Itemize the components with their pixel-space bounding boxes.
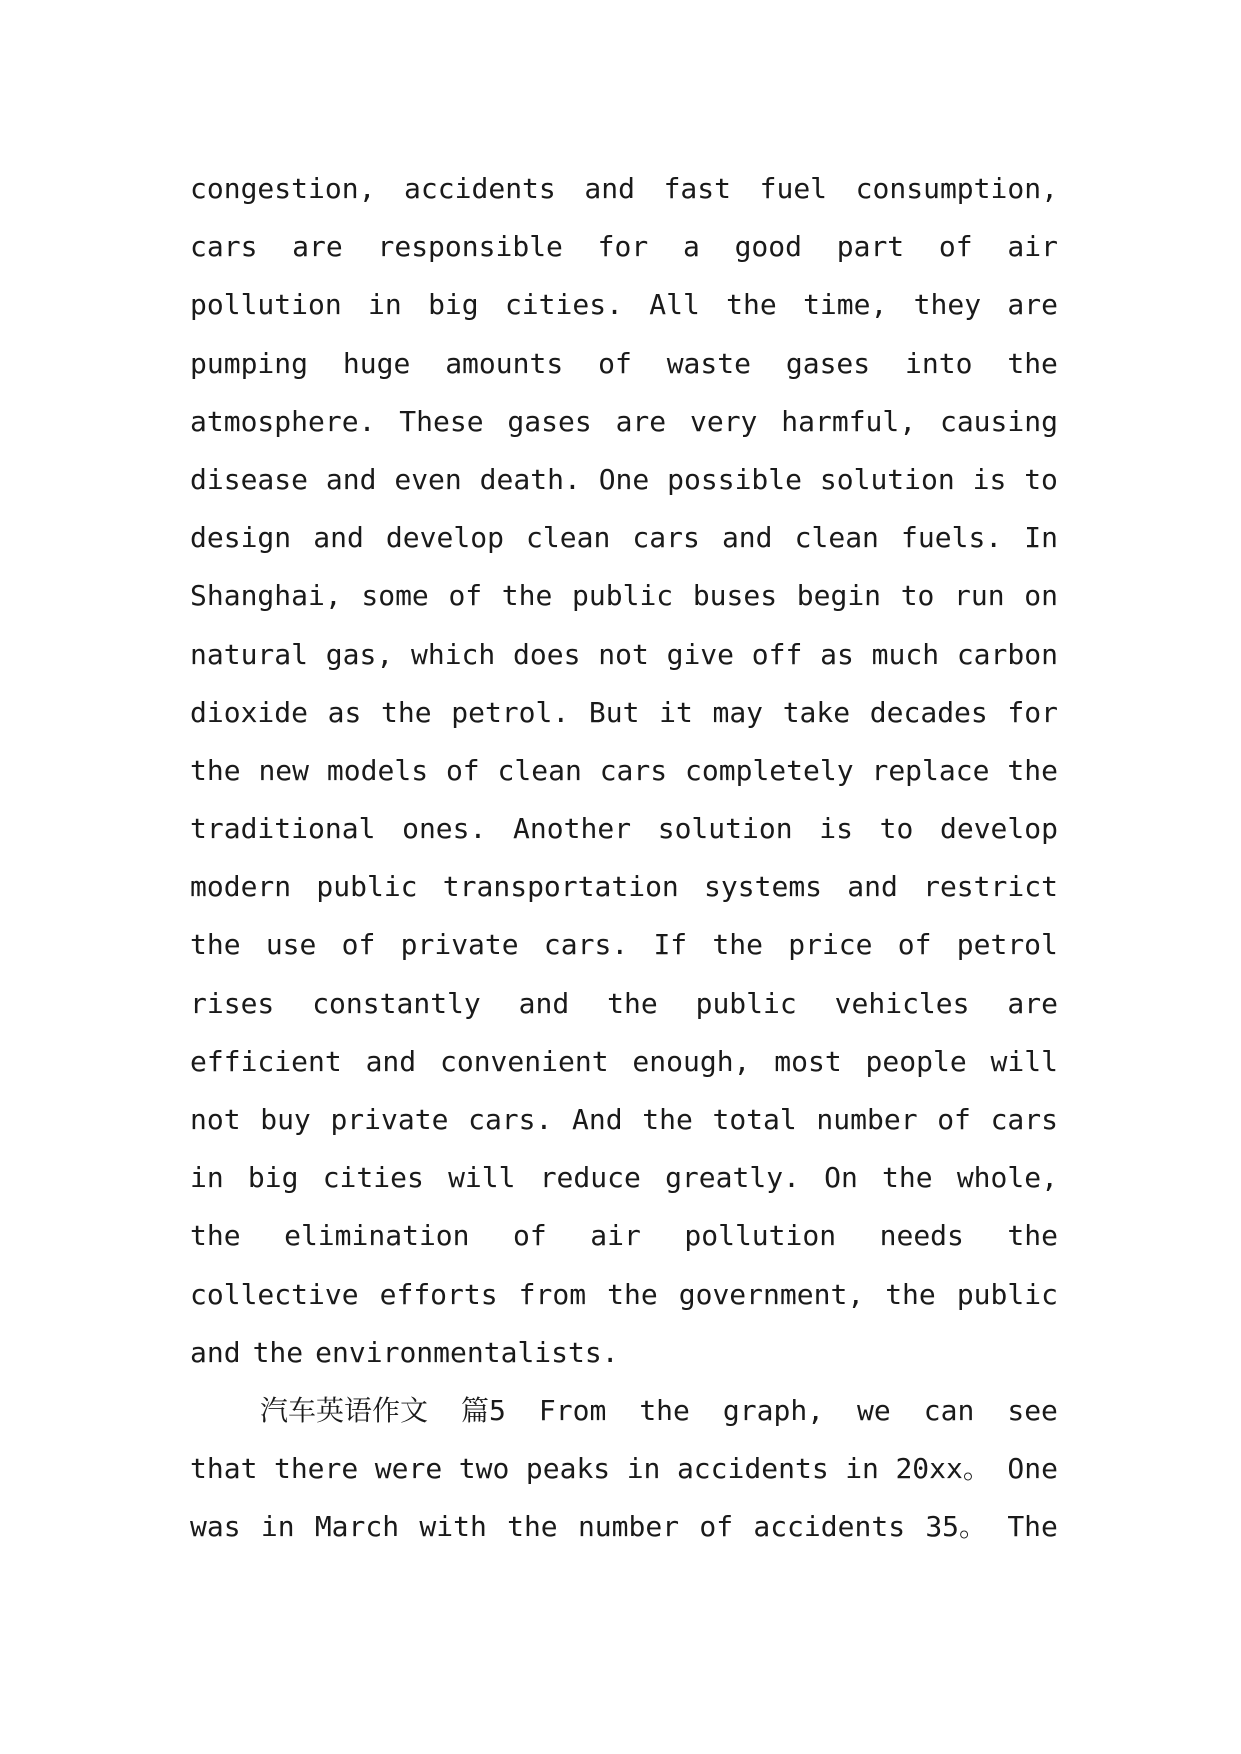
text-line (190, 1207, 1058, 1265)
word: cars (632, 521, 700, 555)
word: public (695, 986, 797, 1020)
word: If (653, 928, 688, 962)
word: the (882, 1161, 933, 1195)
word: the (1007, 753, 1058, 787)
word: and (325, 462, 377, 496)
word: huge (342, 346, 411, 380)
word: All (649, 288, 700, 322)
word: buy (260, 1103, 311, 1136)
word: big (428, 288, 479, 322)
word: The (1007, 1510, 1058, 1544)
word: in (368, 288, 402, 322)
word: the (639, 1393, 690, 1427)
word: amounts (445, 346, 564, 380)
word: there (273, 1452, 359, 1486)
word: petrol (956, 928, 1058, 962)
word: environmentalists. (315, 1335, 619, 1369)
word: efforts (379, 1277, 498, 1311)
word: rises (190, 986, 275, 1020)
word: 汽车英语作文 (260, 1393, 429, 1427)
word: in (190, 1161, 224, 1195)
word: it (659, 695, 693, 729)
word: systems (704, 870, 823, 904)
word: the (1007, 346, 1058, 380)
word: congestion, (190, 172, 376, 205)
word: develop (939, 812, 1058, 846)
word: to (900, 579, 935, 613)
word: on (1024, 579, 1058, 613)
word: natural (190, 637, 309, 671)
word: the (190, 928, 241, 962)
word: even (394, 462, 462, 496)
word: government, (678, 1277, 865, 1311)
word: much (871, 637, 940, 671)
word: not (598, 637, 649, 671)
word: in (845, 1452, 879, 1486)
word: we (857, 1393, 891, 1427)
word: are (615, 404, 667, 438)
word: cars. (468, 1103, 553, 1136)
text-line (190, 509, 1058, 567)
word: clean (526, 521, 611, 555)
word: and (313, 521, 364, 555)
text-line (190, 916, 1058, 974)
word: public (572, 579, 674, 613)
word: two (458, 1452, 510, 1486)
word: 35。 (925, 1510, 988, 1544)
word: is (819, 812, 853, 846)
word: the (607, 986, 658, 1020)
text-line (190, 218, 1058, 276)
word: the (885, 1277, 936, 1311)
word: to (879, 812, 914, 846)
word: cities. (504, 288, 623, 322)
word: restrict (923, 870, 1058, 904)
word: of (448, 579, 483, 613)
text-line (190, 800, 1058, 858)
word: for (1007, 695, 1058, 729)
word: One (598, 462, 650, 496)
word: part (836, 230, 905, 264)
word: accidents (676, 1452, 829, 1486)
word: On (824, 1161, 858, 1195)
text-line (190, 742, 1058, 800)
word: private (400, 928, 519, 962)
word: clean (497, 753, 582, 787)
text-line (190, 1498, 1058, 1556)
word: see (1007, 1393, 1058, 1427)
word: cars (599, 753, 668, 787)
word: of (341, 928, 376, 962)
word: replace (871, 753, 990, 787)
word: number (577, 1510, 680, 1544)
word: of (445, 753, 480, 787)
word: clean (794, 521, 879, 555)
word: from (518, 1277, 587, 1311)
word: for (597, 230, 649, 264)
word: cars. (543, 928, 629, 962)
word: carbon (956, 637, 1058, 671)
text-line (190, 858, 1058, 916)
word: fuels. (901, 521, 1003, 555)
word: In (1024, 521, 1058, 555)
body-text (190, 160, 1058, 1557)
word: gas, (325, 637, 394, 671)
word: whole, (956, 1161, 1058, 1195)
word: But (588, 695, 640, 729)
word: disease (190, 462, 309, 496)
word: gases (507, 404, 592, 438)
word: 20xx。 (895, 1452, 991, 1486)
word: 篇5 (461, 1393, 506, 1427)
word: death. (479, 462, 581, 496)
text-line (190, 567, 1058, 625)
word: of (937, 1103, 971, 1136)
text-line (190, 1324, 1058, 1382)
word: constantly (312, 986, 481, 1020)
word: as (327, 695, 362, 729)
word: new (258, 753, 310, 787)
word: they (913, 288, 982, 322)
word: were (374, 1452, 443, 1486)
word: vehicles (834, 986, 970, 1020)
text-line (190, 1382, 1058, 1440)
word: decades (869, 695, 988, 729)
word: the (712, 928, 763, 962)
word: are (1007, 986, 1058, 1020)
text-line (190, 1266, 1058, 1324)
word: Another (513, 812, 632, 846)
text-line (190, 335, 1058, 393)
word: is (972, 462, 1007, 496)
word: cars (990, 1103, 1058, 1136)
word: very (689, 404, 758, 438)
word: fuel (759, 172, 828, 205)
word: March (314, 1510, 400, 1544)
word: a (682, 230, 700, 264)
text-line (190, 160, 1058, 218)
word: does (513, 637, 581, 671)
word: solution (657, 812, 793, 846)
text-line (190, 1440, 1058, 1498)
word: responsible (377, 230, 563, 264)
word: which (410, 637, 496, 671)
word: big (247, 1161, 299, 1195)
word: develop (385, 521, 504, 555)
word: modern (190, 870, 292, 904)
text-line (190, 1033, 1058, 1091)
word: pollution (190, 288, 342, 322)
word: completely (685, 753, 854, 787)
word: enough, (632, 1044, 751, 1078)
word: public (956, 1277, 1058, 1311)
word: traditional (190, 812, 376, 846)
word: into (905, 346, 973, 380)
text-line (190, 1149, 1058, 1207)
word: price (788, 928, 873, 962)
word: From (538, 1393, 607, 1427)
word: the (607, 1277, 658, 1311)
word: use (265, 928, 317, 962)
word: begin (796, 579, 882, 613)
word: models (326, 753, 429, 787)
word: And (572, 1103, 623, 1136)
word: the (190, 753, 241, 787)
word: was (190, 1510, 241, 1544)
word: are (1007, 288, 1058, 322)
word: consumption, (855, 172, 1058, 205)
text-line (190, 975, 1058, 1033)
text-line (190, 1091, 1058, 1149)
text-line (190, 626, 1058, 684)
word: One (1007, 1452, 1058, 1486)
word: accidents (404, 172, 556, 205)
word: of (938, 230, 973, 264)
word: graph, (722, 1393, 825, 1427)
word: needs (879, 1219, 964, 1253)
word: These (399, 404, 484, 438)
word: petrol. (451, 695, 570, 729)
word: to (1024, 462, 1058, 496)
word: gases (785, 346, 871, 380)
word: cars (190, 230, 258, 264)
word: number (816, 1103, 918, 1136)
word: the (381, 695, 432, 729)
word: dioxide (190, 695, 309, 729)
word: convenient (439, 1044, 609, 1078)
text-line (190, 684, 1058, 742)
word: pollution (684, 1219, 837, 1253)
word: peaks (525, 1452, 611, 1486)
word: possible (667, 462, 802, 496)
word: take (782, 695, 851, 729)
word: as (820, 637, 854, 671)
word: collective (190, 1277, 359, 1311)
word: private (330, 1103, 449, 1136)
word: the (190, 1219, 241, 1253)
word: the (642, 1103, 693, 1136)
word: that (190, 1452, 258, 1486)
word: solution (819, 462, 955, 496)
word: off (751, 637, 803, 671)
word: most (774, 1044, 842, 1078)
word: the (1007, 1219, 1058, 1253)
word: and (190, 1335, 241, 1369)
word: can (923, 1393, 975, 1427)
word: with (419, 1510, 487, 1544)
word: the (252, 1335, 304, 1369)
word: pumping (190, 346, 309, 380)
word: may (712, 695, 764, 729)
word: ones. (402, 812, 487, 846)
word: fast (663, 172, 731, 205)
word: some (361, 579, 429, 613)
word: atmosphere. (190, 404, 376, 438)
word: causing (939, 404, 1058, 438)
word: reduce (539, 1161, 641, 1195)
word: in (626, 1452, 661, 1486)
word: people (865, 1044, 967, 1078)
word: air (1007, 230, 1058, 264)
word: air (590, 1219, 641, 1253)
word: run (954, 579, 1005, 613)
word: and (721, 521, 773, 555)
word: total (712, 1103, 797, 1136)
word: the (507, 1510, 558, 1544)
text-line (190, 451, 1058, 509)
word: and (518, 986, 570, 1020)
word: public (316, 870, 418, 904)
word: give (666, 637, 735, 671)
word: of (699, 1510, 734, 1544)
word: elimination (284, 1219, 470, 1253)
word: efficient (190, 1044, 342, 1078)
word: accidents (753, 1510, 906, 1544)
word: design (190, 521, 292, 555)
word: and (847, 870, 898, 904)
text-line (190, 276, 1058, 334)
word: time, (803, 288, 888, 322)
word: Shanghai, (190, 579, 342, 613)
word: and (365, 1044, 417, 1078)
word: of (513, 1219, 547, 1253)
word: good (734, 230, 802, 264)
word: of (598, 346, 632, 380)
word: waste (666, 346, 751, 380)
word: and (584, 172, 635, 205)
word: in (260, 1510, 295, 1544)
word: will (448, 1161, 516, 1195)
word: of (897, 928, 932, 962)
word: harmful, (781, 404, 917, 438)
word: will (990, 1044, 1058, 1078)
word: the (726, 288, 777, 322)
word: not (190, 1103, 241, 1136)
word: transportation (442, 870, 679, 904)
word: buses (692, 579, 778, 613)
text-line (190, 393, 1058, 451)
word: are (292, 230, 343, 264)
word: greatly. (665, 1161, 800, 1195)
word: cities (322, 1161, 424, 1195)
word: the (501, 579, 553, 613)
